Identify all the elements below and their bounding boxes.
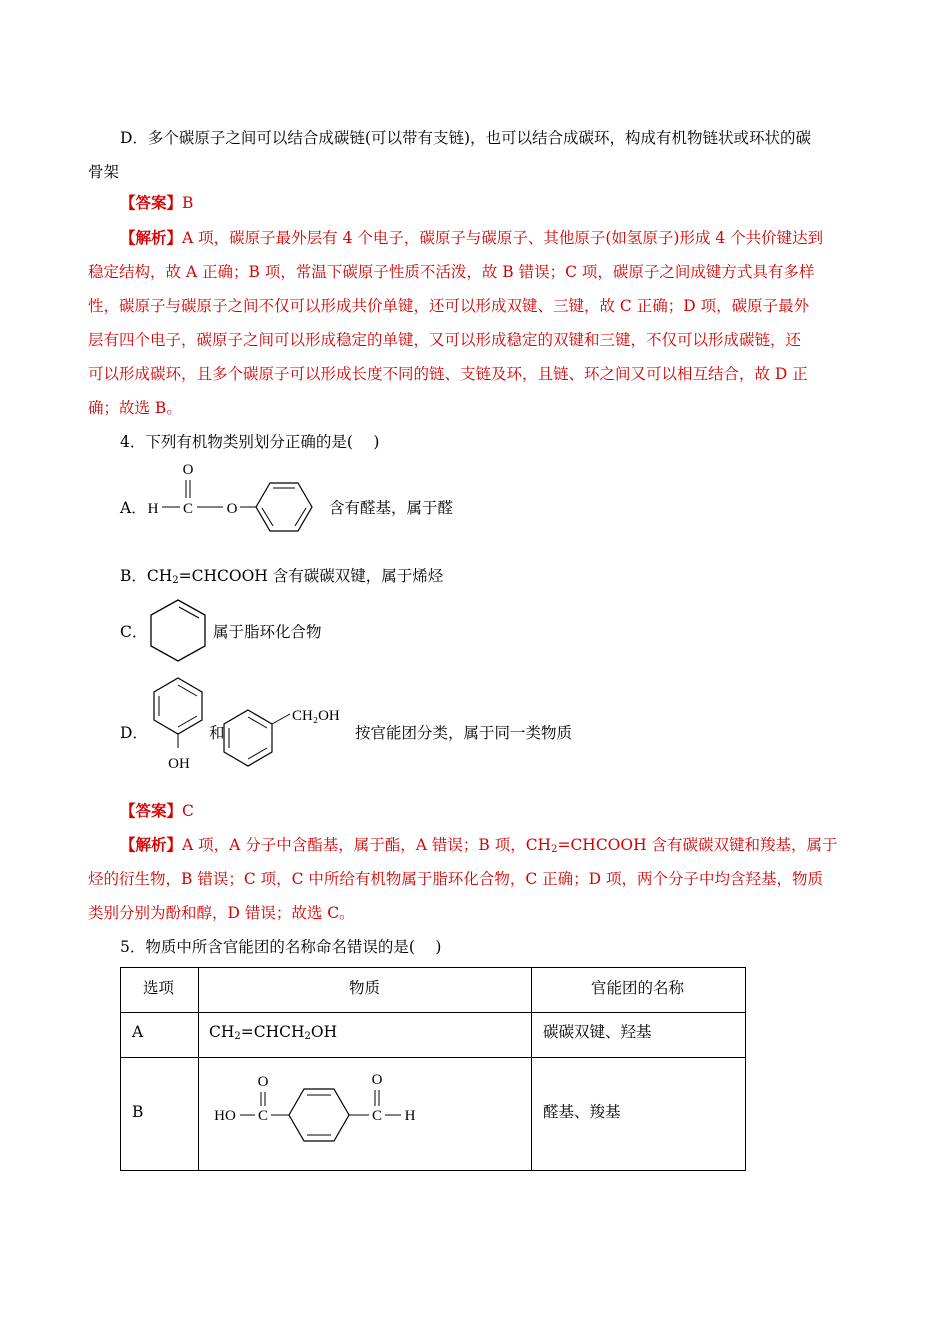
- row-b-h: H: [404, 1108, 416, 1124]
- q4-option-b-formula: $CH_2=CHCOOH$: [146, 567, 268, 586]
- q4-option-b-label: B．: [120, 567, 147, 585]
- row-a-formula: $CH_2=CHCH_2OH$: [209, 1023, 338, 1042]
- q4-answer-value: C: [182, 802, 194, 820]
- q4-analysis-line2: 烃的衍生物，B 错误；C 项，C 中所给有机物属于脂环化合物，C 正确；D 项，两个分子中均含羟基，物质: [88, 870, 824, 888]
- atom-o-ring: O: [226, 501, 238, 517]
- q3-answer-value: B: [182, 194, 194, 212]
- phenol-structure: [148, 676, 208, 776]
- q3-analysis-line4: 层有四个电子，碳原子之间可以形成稳定的单键，又可以形成稳定的双键和三键，不仅可以形成碳链，还: [88, 331, 802, 349]
- atom-c: C: [182, 501, 194, 517]
- q4-option-d-and: 和: [209, 724, 225, 742]
- q4-option-a-text: 含有醛基，属于醛: [329, 499, 454, 517]
- q4-analysis-label: 【解析】: [120, 835, 183, 854]
- q3-analysis-text1: A 项，碳原子最外层有 4 个电子，碳原子与碳原子、其他原子(如氢原子)形成 4 个共价键达到: [182, 229, 824, 247]
- q5-stem: 5．物质中所含官能团的名称命名错误的是( ): [120, 938, 442, 956]
- table-header-group-name: 官能团的名称: [591, 979, 685, 997]
- benzyl-alcohol-structure: [220, 702, 355, 772]
- q3-answer-label: 【答案】: [120, 193, 183, 212]
- q5-table: [120, 967, 746, 1171]
- ch2oh-group: CH₂OH: [292, 708, 340, 724]
- cyclohexene-structure: [143, 596, 213, 666]
- q4-answer: [120, 801, 194, 821]
- q4-option-a-label: A．: [120, 499, 147, 517]
- row-b-structure: [207, 1064, 437, 1164]
- q3-analysis-line3: 性，碳原子与碳原子之间不仅可以形成共价单键，还可以形成双键、三键，故 C 正确；D 项，碳原子最外: [88, 297, 810, 315]
- row-b-c-left: C: [257, 1108, 269, 1124]
- q3-analysis-line5: 可以形成碳环，且多个碳原子可以形成长度不同的链、支链及环，且链、环之间又可以相互结合，故 D 正: [88, 365, 808, 383]
- row-b-option: B: [132, 1103, 144, 1121]
- q3-option-d-line2: 骨架: [88, 163, 120, 181]
- q3-analysis-label: 【解析】: [120, 228, 183, 247]
- q3-analysis-line6: 确；故选 B。: [88, 399, 182, 417]
- q3-answer: [120, 193, 193, 213]
- row-a-group-name: 碳碳双键、羟基: [543, 1023, 652, 1041]
- atom-o-top: O: [182, 462, 194, 478]
- row-b-ho: HO: [214, 1108, 236, 1124]
- q4-option-c-text: 属于脂环化合物: [213, 623, 322, 641]
- q3-analysis-line1: [120, 228, 823, 248]
- table-header-substance: 物质: [349, 979, 381, 997]
- q3-option-d-line1: D．多个碳原子之间可以结合成碳链(可以带有支链)，也可以结合成碳环，构成有机物链状或环状的碳: [120, 129, 812, 147]
- row-b-group-name: 醛基、羧基: [543, 1103, 621, 1121]
- q4-option-d-text: 按官能团分类，属于同一类物质: [355, 724, 573, 742]
- row-a-option: A: [132, 1023, 144, 1041]
- q4-stem: 4．下列有机物类别划分正确的是( ): [120, 433, 380, 451]
- q4-option-c-label: C．: [120, 623, 148, 641]
- row-b-c-right: C: [371, 1108, 383, 1124]
- q4-option-d-label: D．: [120, 724, 148, 742]
- q4-option-b-text: 含有碳碳双键，属于烯烃: [267, 567, 444, 585]
- q4-answer-label: 【答案】: [120, 801, 183, 820]
- q4-analysis-line3: 类别分别为酚和醇，D 错误；故选 C。: [88, 904, 355, 922]
- row-b-o-right: O: [371, 1072, 383, 1088]
- atom-h: H: [147, 501, 159, 517]
- row-b-o-left: O: [257, 1074, 269, 1090]
- phenol-oh: OH: [168, 756, 190, 772]
- q3-analysis-line2: 稳定结构，故 A 正确；B 项，常温下碳原子性质不活泼，故 B 错误；C 项，碳原子之间成键方式具有多样: [88, 263, 815, 281]
- phenyl-formate-structure: [140, 458, 320, 538]
- table-header-option: 选项: [143, 979, 175, 997]
- q4-analysis-line1: 【解析】A 项，A 分子中含酯基，属于酯，A 错误；B 项，$CH_2=CHCOOH$ 含有碳碳双键和羧基，属于: [120, 835, 838, 855]
- q4-option-b: [120, 566, 443, 586]
